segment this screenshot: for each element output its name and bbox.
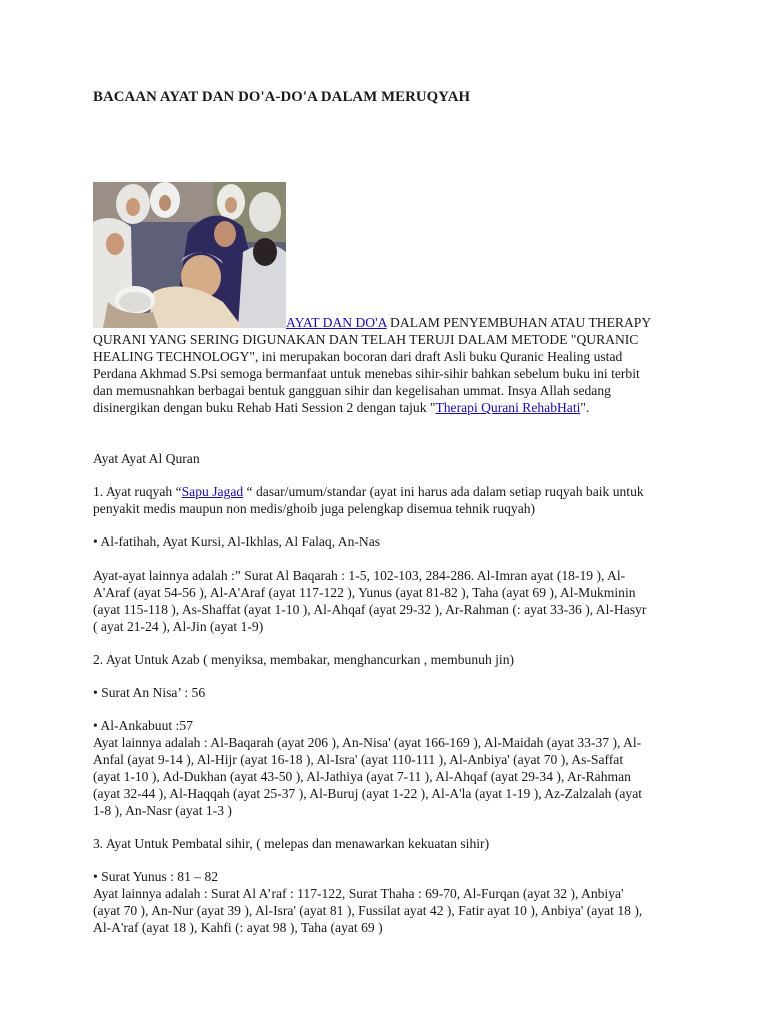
paragraph-3 — [93, 885, 653, 936]
item-1 — [93, 483, 653, 517]
item-2 — [93, 651, 653, 668]
intro-text: DALAM PENYEMBUHAN ATAU THERAPY QURANI YANG SERING DIGUNAKAN DAN TELAH TERUJI DALAM METODE "QURANIC HEALING TECHNOLOGY", ini merupakan bocoran dari draft Asli buku Quranic Healing ustad Perdana Akhmad S.Psi semoga bermanfaat untuk menebas sihir-sihir bahkan sebelum buku ini terbit dan memusnahkan berbagai bentuk gangguan sihir dan kegelisahan ummat. Insya Allah sedang disinergikan dengan buku Rehab Hati Session 2 dengan tajuk " — [93, 315, 651, 415]
paragraph-text: Ayat lainnya adalah : Al-Baqarah (ayat 206 ), An-Nisa' (ayat 166-169 ), Al-Maidah (ayat 33-37 ), Al-Anfal (ayat 9-14 ), Al-Hijr (ayat 16-18 ), Al-Isra' (ayat 110-111 ), Al-Anbiya' (ayat 70 ), As-Saffat (ayat 1-10 ), Ad-Dukhan (ayat 43-50 ), Al-Jathiya (ayat 7-11 ), Al-Ahqaf (ayat 29-34 ), Ar-Rahman (ayat 32-44 ), Al-Haqqah (ayat 25-37 ), Al-Buruj (ayat 1-22 ), Al-A'la (ayat 1-19 ), Az-Zalzalah (ayat 1-8 ), An-Nasr (ayat 1-3 ) — [93, 735, 643, 818]
intro-paragraph — [93, 314, 653, 416]
bullet-2 — [93, 684, 653, 701]
page-title: BACAAN AYAT DAN DO'A-DO'A DALAM MERUQYAH — [93, 89, 471, 105]
paragraph-1 — [93, 567, 653, 635]
paragraph-text: Ayat-ayat lainnya adalah :” Surat Al Baqarah : 1-5, 102-103, 284-286. Al-Imran ayat (18-19 ), Al-A'Araf (ayat 54-56 ), Al-A'Araf (ayat 117-122 ), Yunus (ayat 81-82 ), Taha (ayat 69 ), Al-Mukminin (ayat 115-118 ), As-Shaffat (ayat 1-10 ), Al-Ahqaf (ayat 29-32 ), Ar-Rahman (: ayat 33-36 ), Al-Hasyr ( ayat 21-24 ), Al-Jin (ayat 1-9) — [93, 568, 647, 634]
item-1-suffix: “ dasar/umum/standar (ayat ini harus ada dalam setiap ruqyah baik untuk penyakit medis maupun non medis/ghoib juga pelengkap disemua tehnik ruqyah) — [93, 484, 644, 516]
bullet-text: • Al-Ankabuut :57 — [93, 718, 193, 733]
ayat-dan-doa-link[interactable]: AYAT DAN DO'A — [286, 315, 387, 330]
paragraph-2 — [93, 734, 653, 819]
item-1-prefix: 1. Ayat ruqyah “ — [93, 484, 182, 499]
bullet-1 — [93, 533, 653, 550]
ruqyah-photo — [93, 182, 286, 328]
bullet-3 — [93, 717, 653, 734]
section-heading: Ayat Ayat Al Quran — [93, 451, 200, 466]
sapu-jagad-link[interactable]: Sapu Jagad — [181, 484, 244, 499]
bullet-4 — [93, 868, 653, 885]
bullet-text: • Al-fatihah, Ayat Kursi, Al-Ikhlas, Al Falaq, An-Nas — [93, 534, 381, 549]
intro-text-end: ". — [580, 400, 590, 415]
item-text: 3. Ayat Untuk Pembatal sihir, ( melepas dan menawarkan kekuatan sihir) — [93, 836, 490, 851]
therapi-qurani-link[interactable]: Therapi Qurani RehabHati — [435, 400, 581, 415]
bullet-text: • Surat An Nisa’ : 56 — [93, 685, 206, 700]
item-3 — [93, 835, 653, 852]
paragraph-text: Ayat lainnya adalah : Surat Al A’raf : 117-122, Surat Thaha : 69-70, Al-Furqan (ayat 32 ), Anbiya' (ayat 70 ), An-Nur (ayat 39 ), Al-Isra' (ayat 81 ), Fussilat ayat 42 ), Fatir ayat 10 ), Anbiya' (ayat 18 ), Al-A'raf (ayat 18 ), Kahfi (: ayat 98 ), Taha (ayat 69 ) — [93, 886, 643, 935]
bullet-text: • Surat Yunus : 81 – 82 — [93, 869, 219, 884]
photo-illustration — [93, 182, 286, 328]
heading-ayat-ayat — [93, 450, 653, 467]
item-text: 2. Ayat Untuk Azab ( menyiksa, membakar, menghancurkan , membunuh jin) — [93, 652, 515, 667]
